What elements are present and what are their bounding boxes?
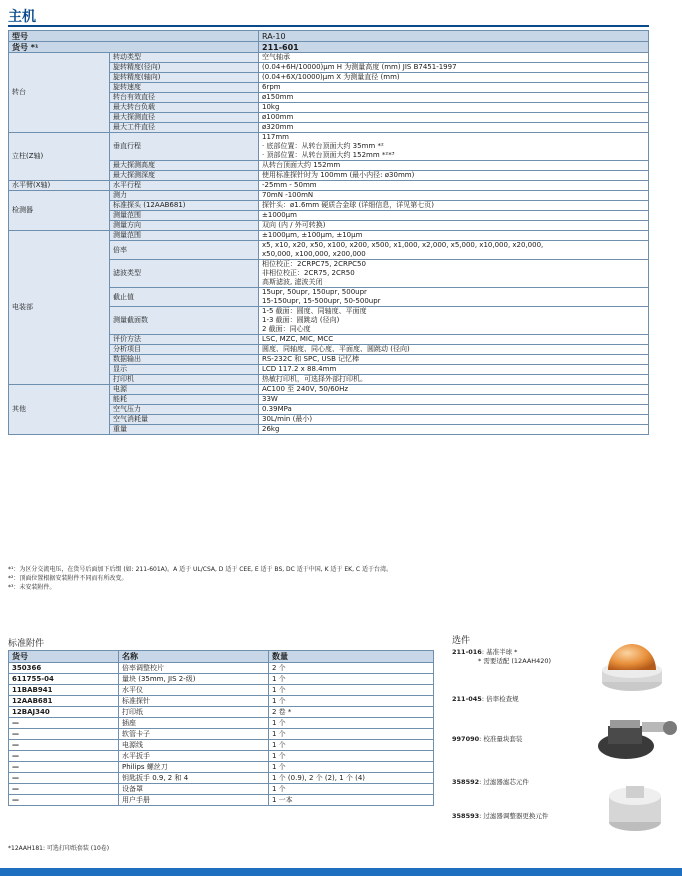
row-value: 70mN -100mN bbox=[259, 191, 649, 201]
cell: 1 个 bbox=[269, 784, 434, 795]
row-value: 空气轴承 bbox=[259, 53, 649, 63]
table-row bbox=[9, 795, 434, 806]
bottom-bar bbox=[0, 868, 682, 876]
row-value-line: x50,000, x100,000, x200,000 bbox=[262, 250, 366, 258]
row-value: RS-232C 和 SPC, USB 记忆棒 bbox=[259, 355, 649, 365]
partno-label: 货号 *¹ bbox=[9, 42, 259, 53]
cell: 量块 (35mm, JIS 2-级) bbox=[119, 674, 269, 685]
table-row bbox=[9, 663, 434, 674]
option-text: : 过滤器调整器更换元件 bbox=[479, 812, 549, 820]
row-value bbox=[259, 241, 649, 260]
row-label: 最大探测直径 bbox=[110, 113, 259, 123]
cell: 电源线 bbox=[119, 740, 269, 751]
row-value: 圆度、同轴度、同心度、平面度、圆跳动 (径向) bbox=[259, 345, 649, 355]
row-label: 水平行程 bbox=[110, 181, 259, 191]
row-label: 显示 bbox=[110, 365, 259, 375]
cell: — bbox=[9, 784, 119, 795]
row-value bbox=[259, 307, 649, 335]
row-value-line: · 顶部位置：从转台顶面大约 152mm *²*³ bbox=[262, 151, 395, 159]
table-row bbox=[9, 385, 649, 395]
row-value: 33W bbox=[259, 395, 649, 405]
accessories-title: 标准附件 bbox=[8, 639, 45, 649]
row-label: 最大探测深度 bbox=[110, 171, 259, 181]
cell: 350366 bbox=[9, 663, 119, 674]
page-title: 主机 bbox=[8, 9, 36, 25]
table-row bbox=[9, 181, 649, 191]
option-code: 211-016 bbox=[452, 648, 482, 656]
row-label: 旋转精度(径向) bbox=[110, 63, 259, 73]
cell: 水平仪 bbox=[119, 685, 269, 696]
option-text: : 倍率检查规 bbox=[481, 695, 519, 703]
row-label: 垂直行程 bbox=[110, 133, 259, 161]
row-label: 能耗 bbox=[110, 395, 259, 405]
row-label: 滤波类型 bbox=[110, 260, 259, 288]
row-value: 10kg bbox=[259, 103, 649, 113]
cell: 用户手册 bbox=[119, 795, 269, 806]
row-value-line: 非相位校正：2CR75, 2CR50 bbox=[262, 269, 355, 277]
row-label: 测量范围 bbox=[110, 231, 259, 241]
cell: 倍率调整校片 bbox=[119, 663, 269, 674]
row-value: AC100 至 240V, 50/60Hz bbox=[259, 385, 649, 395]
model-label: 型号 bbox=[9, 31, 259, 42]
row-label: 数据输出 bbox=[110, 355, 259, 365]
row-label: 重量 bbox=[110, 425, 259, 435]
row-label: 打印机 bbox=[110, 375, 259, 385]
row-value-line: 高斯滤波, 滤波关闭 bbox=[262, 278, 323, 286]
option-code: 997090 bbox=[452, 735, 480, 743]
row-value: 从转台顶面大约 152mm bbox=[259, 161, 649, 171]
row-value-line: 1-3 截面：圆跳动 (径向) bbox=[262, 316, 340, 324]
row-label: 测量范围 bbox=[110, 211, 259, 221]
accessories-table bbox=[8, 650, 434, 806]
row-value: 0.39MPa bbox=[259, 405, 649, 415]
row-label: 标准探头 (12AAB681) bbox=[110, 201, 259, 211]
row-label: 旋转速度 bbox=[110, 83, 259, 93]
row-value-line: 相位校正：2CRPC75, 2CRPC50 bbox=[262, 260, 366, 268]
cell: 1 个 bbox=[269, 685, 434, 696]
option-code: 358592 bbox=[452, 778, 480, 786]
option-item bbox=[452, 735, 522, 744]
row-value: 30L/min (最小) bbox=[259, 415, 649, 425]
table-row bbox=[9, 762, 434, 773]
col-header: 货号 bbox=[9, 651, 119, 663]
row-value-line: 1-5 截面：圆度、同轴度、平面度 bbox=[262, 307, 367, 315]
row-label: 最大工件直径 bbox=[110, 123, 259, 133]
table-header-row bbox=[9, 651, 434, 663]
group-other: 其他 bbox=[9, 385, 110, 435]
cell: 12BAJ340 bbox=[9, 707, 119, 718]
cell: 1 个 bbox=[269, 740, 434, 751]
row-value: ±1000μm bbox=[259, 211, 649, 221]
reference-hemisphere-image bbox=[598, 632, 666, 694]
row-value-line: 2 截面：同心度 bbox=[262, 325, 311, 333]
row-value-line: 15upr, 50upr, 150upr, 500upr bbox=[262, 288, 367, 296]
group-arm: 水平臂(X轴) bbox=[9, 181, 110, 191]
col-header: 名称 bbox=[119, 651, 269, 663]
option-code: 211-045 bbox=[452, 695, 482, 703]
table-row bbox=[9, 685, 434, 696]
row-value bbox=[259, 260, 649, 288]
row-value-line: · 底部位置：从转台顶面大约 35mm *² bbox=[262, 142, 384, 150]
table-row bbox=[9, 53, 649, 63]
cell: 1 个 bbox=[269, 729, 434, 740]
cell: 12AAB681 bbox=[9, 696, 119, 707]
cell: 611755-04 bbox=[9, 674, 119, 685]
row-value: LSC, MZC, MIC, MCC bbox=[259, 335, 649, 345]
title-rule bbox=[8, 25, 649, 27]
option-text: : 过滤器滤芯元件 bbox=[479, 778, 529, 786]
filter-element-image bbox=[606, 778, 664, 834]
table-row bbox=[9, 42, 649, 53]
row-value-line: 15-150upr, 15-500upr, 50-500upr bbox=[262, 297, 381, 305]
cell: 1 个 bbox=[269, 718, 434, 729]
row-label: 转台有效直径 bbox=[110, 93, 259, 103]
row-value: 6rpm bbox=[259, 83, 649, 93]
option-item bbox=[452, 648, 551, 666]
row-label: 转动类型 bbox=[110, 53, 259, 63]
table-row bbox=[9, 133, 649, 161]
row-value bbox=[259, 133, 649, 161]
group-detector: 检测器 bbox=[9, 191, 110, 231]
footnote-2: *²：顶面位置根据安装附件不同而有所改变。 bbox=[8, 575, 128, 582]
calibration-block-set-image bbox=[596, 706, 678, 762]
row-label: 分析项目 bbox=[110, 345, 259, 355]
table-row bbox=[9, 31, 649, 42]
cell: 11BAB941 bbox=[9, 685, 119, 696]
footnote-1: *¹：为区分交流电压，在货号后面加下后缀 (如: 211-601A)。A 适于 UL/CSA, D 适于 CEE, E 适于 BS, DC 适于中国, K 适于 EK, C 适于台湾。 bbox=[8, 566, 392, 573]
row-label: 测量截面数 bbox=[110, 307, 259, 335]
footnote-3: *³：未安装附件。 bbox=[8, 584, 56, 591]
table-row bbox=[9, 231, 649, 241]
row-value-line: x5, x10, x20, x50, x100, x200, x500, x1,000, x2,000, x5,000, x10,000, x20,000, bbox=[262, 241, 544, 249]
row-value: 26kg bbox=[259, 425, 649, 435]
cell: — bbox=[9, 773, 119, 784]
cell: 钥匙扳手 0.9, 2 和 4 bbox=[119, 773, 269, 784]
table-row bbox=[9, 718, 434, 729]
cell: 水平扳手 bbox=[119, 751, 269, 762]
row-label: 空气消耗量 bbox=[110, 415, 259, 425]
row-value: ø100mm bbox=[259, 113, 649, 123]
cell: 1 个 bbox=[269, 674, 434, 685]
option-text: : 基准半球 * bbox=[481, 648, 518, 656]
model-value: RA-10 bbox=[259, 31, 649, 42]
row-value: 探针头：ø1.6mm 硬质合金球 (详细信息，详见第七页) bbox=[259, 201, 649, 211]
cell: Philips 螺丝刀 bbox=[119, 762, 269, 773]
group-column: 立柱(Z轴) bbox=[9, 133, 110, 181]
row-value: LCD 117.2 x 88.4mm bbox=[259, 365, 649, 375]
row-label: 电源 bbox=[110, 385, 259, 395]
option-item bbox=[452, 695, 519, 704]
row-value-line: 117mm bbox=[262, 133, 289, 141]
footnotes bbox=[8, 565, 392, 592]
cell: 1 个 (0.9), 2 个 (2), 1 个 (4) bbox=[269, 773, 434, 784]
table-row bbox=[9, 674, 434, 685]
cell: 2 卷 * bbox=[269, 707, 434, 718]
row-label: 旋转精度(轴向) bbox=[110, 73, 259, 83]
table-row bbox=[9, 740, 434, 751]
cell: 软管卡子 bbox=[119, 729, 269, 740]
options-title: 选件 bbox=[452, 636, 471, 646]
row-value: 双向 (内 / 外可转换) bbox=[259, 221, 649, 231]
cell: 1 个 bbox=[269, 751, 434, 762]
accessories-footnote: *12AAH181: 可选打印纸套装 (10卷) bbox=[8, 845, 110, 852]
row-label: 测量方向 bbox=[110, 221, 259, 231]
partno-value: 211-601 bbox=[259, 42, 649, 53]
cell: — bbox=[9, 762, 119, 773]
cell: 插座 bbox=[119, 718, 269, 729]
row-value: (0.04+6X/10000)μm X 为测量直径 (mm) bbox=[259, 73, 649, 83]
group-turntable: 转台 bbox=[9, 53, 110, 133]
row-label: 测力 bbox=[110, 191, 259, 201]
cell: — bbox=[9, 718, 119, 729]
row-label: 截止值 bbox=[110, 288, 259, 307]
row-value bbox=[259, 288, 649, 307]
option-item bbox=[452, 778, 529, 787]
row-value: 热敏打印机，可选择外部打印机。 bbox=[259, 375, 649, 385]
row-label: 倍率 bbox=[110, 241, 259, 260]
table-row bbox=[9, 784, 434, 795]
spec-table bbox=[8, 30, 649, 435]
option-text: : 校准量块套装 bbox=[479, 735, 523, 743]
table-row bbox=[9, 729, 434, 740]
cell: — bbox=[9, 740, 119, 751]
option-subtext: * 需要适配 (12AAH420) bbox=[478, 657, 552, 665]
cell: 打印纸 bbox=[119, 707, 269, 718]
cell: — bbox=[9, 751, 119, 762]
cell: — bbox=[9, 729, 119, 740]
cell: 1 一本 bbox=[269, 795, 434, 806]
row-label: 空气压力 bbox=[110, 405, 259, 415]
table-row bbox=[9, 773, 434, 784]
row-value: -25mm - 50mm bbox=[259, 181, 649, 191]
row-value: ±1000μm, ±100μm, ±10μm bbox=[259, 231, 649, 241]
row-value: 使用标准探针时为 100mm (最小内径: ø30mm) bbox=[259, 171, 649, 181]
cell: 1 个 bbox=[269, 696, 434, 707]
cell: 设备罩 bbox=[119, 784, 269, 795]
cell: 2 个 bbox=[269, 663, 434, 674]
row-value: (0.04+6H/10000)μm H 为测量高度 (mm) JIS B7451-1997 bbox=[259, 63, 649, 73]
table-row bbox=[9, 191, 649, 201]
row-label: 最大探测高度 bbox=[110, 161, 259, 171]
col-header: 数量 bbox=[269, 651, 434, 663]
table-row bbox=[9, 751, 434, 762]
row-label: 最大转台负载 bbox=[110, 103, 259, 113]
option-item bbox=[452, 812, 548, 821]
table-row bbox=[9, 696, 434, 707]
table-row bbox=[9, 707, 434, 718]
cell: 标准探针 bbox=[119, 696, 269, 707]
cell: 1 个 bbox=[269, 762, 434, 773]
row-value: ø150mm bbox=[259, 93, 649, 103]
cell: — bbox=[9, 795, 119, 806]
row-value: ø320mm bbox=[259, 123, 649, 133]
option-code: 358593 bbox=[452, 812, 480, 820]
row-label: 评价方法 bbox=[110, 335, 259, 345]
group-electrical: 电装部 bbox=[9, 231, 110, 385]
